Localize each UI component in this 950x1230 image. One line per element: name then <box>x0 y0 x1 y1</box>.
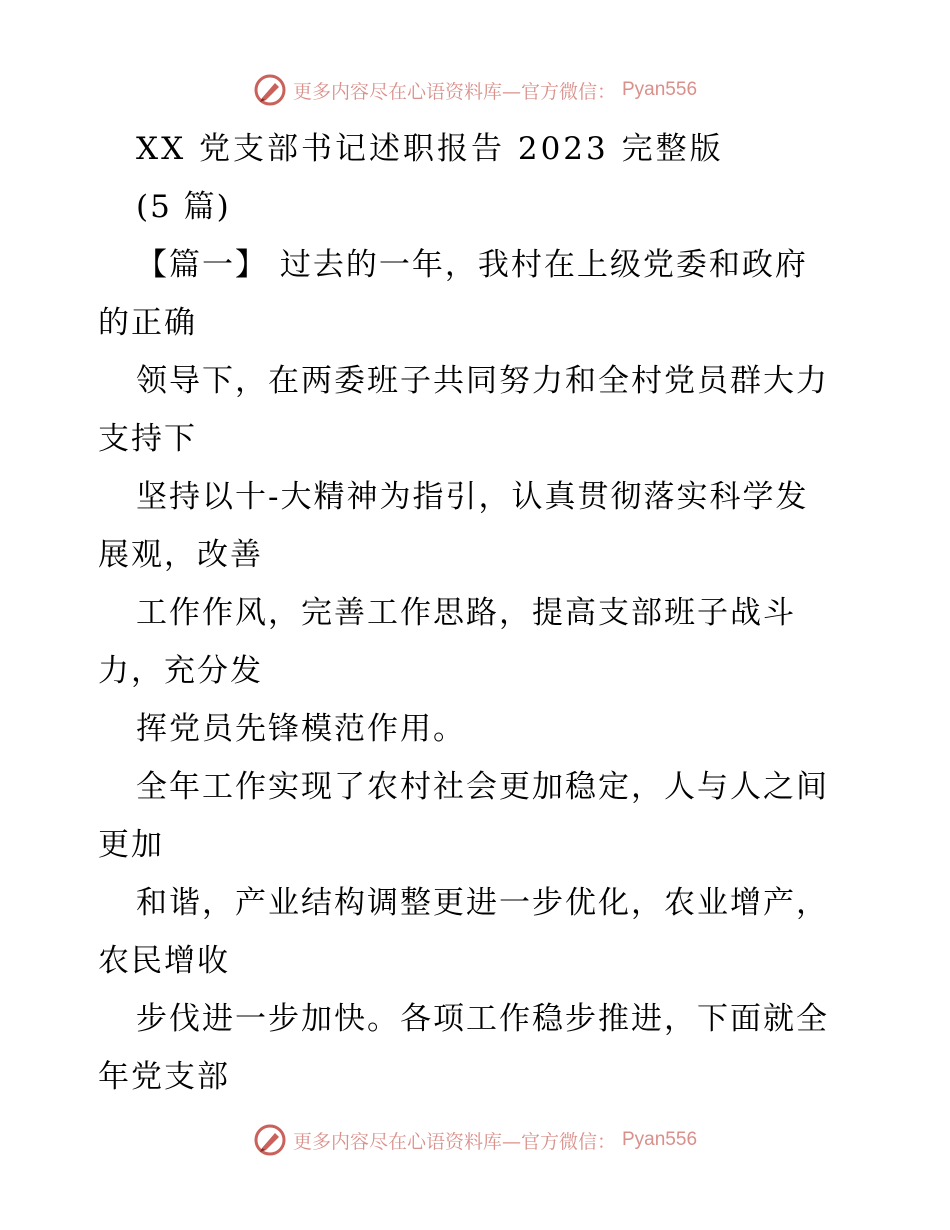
paragraph-line: 挥党员先锋模范作用。 <box>136 711 466 747</box>
header-watermark <box>0 70 950 110</box>
paragraph-line: 年党支部 <box>98 1059 230 1095</box>
paragraph-line: 工作作风，完善工作思路，提高支部班子战斗 <box>136 595 796 631</box>
paragraph-line: 的正确 <box>98 305 197 341</box>
watermark-wechat-id: Pyan556 <box>622 79 698 100</box>
document-body <box>98 120 868 1106</box>
paragraph-line: 和谐，产业结构调整更进一步优化，农业增产， <box>136 885 829 921</box>
paragraph-line: 【篇一】 过去的一年，我村在上级党委和政府 <box>136 247 808 283</box>
document-title: XX 党支部书记述职报告 2023 完整版 <box>136 131 724 167</box>
watermark-text: 更多内容尽在心语资料库—官方微信： <box>292 1130 616 1153</box>
paragraph-line: 全年工作实现了农村社会更加稳定，人与人之间 <box>136 769 829 805</box>
paragraph-line: 力，充分发 <box>98 653 263 689</box>
paragraph-line: 领导下，在两委班子共同努力和全村党员群大力 <box>136 363 829 399</box>
footer-watermark <box>0 1120 950 1160</box>
pen-logo-icon <box>253 73 287 107</box>
paragraph-line: 支持下 <box>98 421 197 457</box>
watermark-text: 更多内容尽在心语资料库—官方微信： <box>292 80 616 103</box>
watermark-wechat-id: Pyan556 <box>622 1129 698 1150</box>
paragraph-line: 更加 <box>98 827 164 863</box>
paragraph-line: 展观，改善 <box>98 537 263 573</box>
paragraph-line: 农民增收 <box>98 943 230 979</box>
paragraph-line: 坚持以十-大精神为指引，认真贯彻落实科学发 <box>136 479 809 515</box>
pen-logo-icon <box>253 1123 287 1157</box>
document-subtitle: (5 篇) <box>136 189 231 225</box>
paragraph-line: 步伐进一步加快。各项工作稳步推进，下面就全 <box>136 1001 829 1037</box>
